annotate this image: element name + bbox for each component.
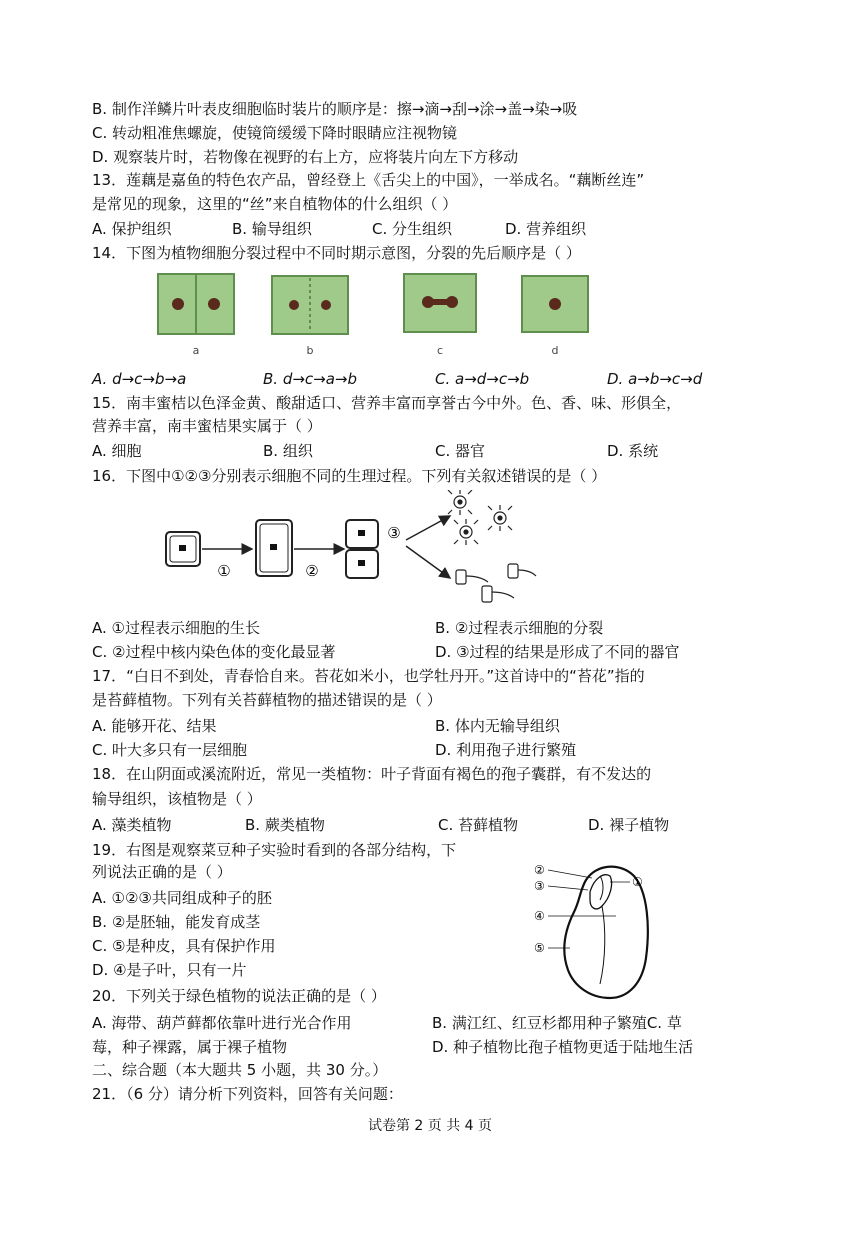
q15-option-d: D. 系统 bbox=[607, 442, 659, 460]
q17-option-a: A. 能够开花、结果 bbox=[92, 717, 217, 735]
q15-stem-line2: 营养丰富，南丰蜜桔果实属于（ ） bbox=[92, 417, 322, 435]
fig-label-b: b bbox=[306, 344, 314, 357]
q14-option-c: C. a→d→c→b bbox=[435, 370, 530, 388]
q15-option-a: A. 细胞 bbox=[92, 442, 142, 460]
process-label-1: ① bbox=[217, 562, 231, 580]
bean-seed-figure bbox=[530, 858, 690, 1008]
fig-label-d: d bbox=[551, 344, 559, 357]
fig-label-a: a bbox=[192, 344, 200, 357]
q17-option-c: C. 叶大多只有一层细胞 bbox=[92, 741, 248, 759]
process-label-2: ② bbox=[305, 562, 319, 580]
page-footer: 试卷第 2 页 共 4 页 bbox=[367, 1118, 493, 1134]
cell-stage-b bbox=[272, 276, 348, 334]
q16-option-a: A. ①过程表示细胞的生长 bbox=[92, 619, 260, 637]
q16-option-d: D. ③过程的结果是形成了不同的器官 bbox=[435, 643, 680, 661]
q14-option-d: D. a→b→c→d bbox=[607, 370, 703, 388]
cell-division-figure bbox=[152, 268, 612, 364]
cell-stage-c bbox=[404, 274, 476, 332]
q20-option-d: D. 种子植物比孢子植物更适于陆地生活 bbox=[432, 1038, 694, 1056]
process-label-3: ③ bbox=[387, 524, 401, 542]
q17-stem-line2: 是苔藓植物。下列有关苔藓植物的描述错误的是（ ） bbox=[92, 691, 442, 709]
seed-label-2: ② bbox=[534, 863, 545, 877]
q13-option-b: B. 输导组织 bbox=[232, 220, 312, 238]
cell-stage-d bbox=[522, 276, 588, 332]
q20-stem: 20．下列关于绿色植物的说法正确的是（ ） bbox=[92, 987, 386, 1005]
q16-option-c: C. ②过程中核内染色体的变化最显著 bbox=[92, 643, 336, 661]
section-2-heading: 二、综合题（本大题共 5 小题，共 30 分。） bbox=[92, 1061, 388, 1079]
q19-option-d: D. ④是子叶，只有一片 bbox=[92, 961, 247, 979]
q21-stem: 21．（6 分）请分析下列资料，回答有关问题： bbox=[92, 1085, 403, 1103]
q15-stem-line1: 15．南丰蜜桔以色泽金黄、酸甜适口、营养丰富而享誉古今中外。色、香、味、形俱全， bbox=[92, 394, 682, 412]
q15-option-b: B. 组织 bbox=[263, 442, 313, 460]
q20-option-a: A. 海带、葫芦藓都依靠叶进行光合作用 bbox=[92, 1014, 352, 1032]
q19-stem-line1: 19．右图是观察菜豆种子实验时看到的各部分结构，下 bbox=[92, 841, 457, 859]
q12-option-c: C. 转动粗准焦螺旋，使镜筒缓缓下降时眼睛应注视物镜 bbox=[92, 124, 458, 142]
q13-stem-line1: 13．莲藕是嘉鱼的特色农产品，曾经登上《舌尖上的中国》，一举成名。“藕断丝连” bbox=[92, 171, 645, 189]
q18-option-a: A. 藻类植物 bbox=[92, 816, 172, 834]
seed-label-3: ③ bbox=[534, 879, 545, 893]
q12-option-d: D. 观察装片时，若物像在视野的右上方，应将装片向左下方移动 bbox=[92, 148, 519, 166]
q16-stem: 16．下图中①②③分别表示细胞不同的生理过程。下列有关叙述错误的是（ ） bbox=[92, 467, 607, 485]
fig-label-c: c bbox=[436, 344, 444, 357]
q20-option-b-c: B. 满江红、红豆杉都用种子繁殖C. 草 bbox=[432, 1014, 682, 1032]
q13-option-c: C. 分生组织 bbox=[372, 220, 453, 238]
q15-option-c: C. 器官 bbox=[435, 442, 486, 460]
q14-option-b: B. d→c→a→b bbox=[263, 370, 358, 388]
q19-stem-line2: 列说法正确的是（ ） bbox=[92, 863, 232, 881]
q20-option-c-cont: 莓，种子裸露，属于裸子植物 bbox=[92, 1038, 288, 1056]
q18-option-b: B. 蕨类植物 bbox=[245, 816, 325, 834]
q18-stem-line2: 输导组织，该植物是（ ） bbox=[92, 790, 262, 808]
q17-option-d: D. 利用孢子进行繁殖 bbox=[435, 741, 577, 759]
seed-label-1: ① bbox=[632, 875, 643, 889]
q13-option-d: D. 营养组织 bbox=[505, 220, 587, 238]
q19-option-b: B. ②是胚轴，能发育成茎 bbox=[92, 913, 261, 931]
q12-option-b: B. 制作洋鳞片叶表皮细胞临时装片的顺序是：擦→滴→刮→涂→盖→染→吸 bbox=[92, 100, 578, 118]
q19-option-a: A. ①②③共同组成种子的胚 bbox=[92, 889, 272, 907]
cell-stage-a bbox=[158, 274, 234, 334]
q14-option-a: A. d→c→b→a bbox=[92, 370, 187, 388]
q17-option-b: B. 体内无输导组织 bbox=[435, 717, 560, 735]
q14-stem: 14．下图为植物细胞分裂过程中不同时期示意图，分裂的先后顺序是（ ） bbox=[92, 244, 581, 262]
seed-label-5: ⑤ bbox=[534, 941, 545, 955]
q13-stem-line2: 是常见的现象，这里的“丝”来自植物体的什么组织（ ） bbox=[92, 195, 458, 213]
q16-option-b: B. ②过程表示细胞的分裂 bbox=[435, 619, 604, 637]
seed-label-4: ④ bbox=[534, 909, 545, 923]
cell-process-figure bbox=[160, 490, 540, 610]
q17-stem-line1: 17．“白日不到处，青春恰自来。苔花如米小，也学牡丹开。”这首诗中的“苔花”指的 bbox=[92, 667, 645, 685]
q13-option-a: A. 保护组织 bbox=[92, 220, 172, 238]
q18-option-d: D. 裸子植物 bbox=[588, 816, 670, 834]
q19-option-c: C. ⑤是种皮，具有保护作用 bbox=[92, 937, 276, 955]
q18-option-c: C. 苔藓植物 bbox=[438, 816, 519, 834]
q18-stem-line1: 18．在山阴面或溪流附近，常见一类植物：叶子背面有褐色的孢子囊群，有不发达的 bbox=[92, 765, 652, 783]
